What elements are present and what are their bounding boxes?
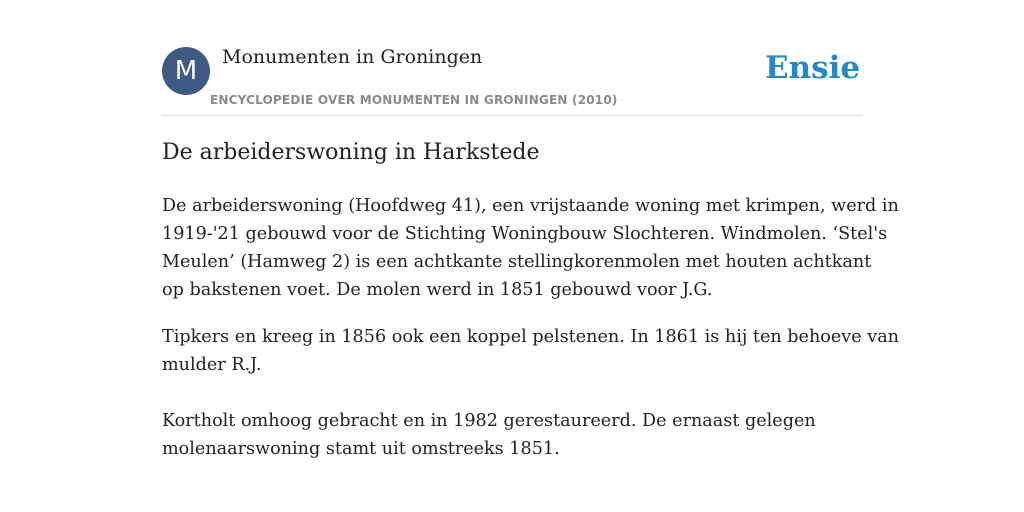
paragraph-line: 1919-'21 gebouwd voor de Stichting Woningbouw Slochteren. Windmolen. ‘Stel's: [162, 224, 888, 244]
source-avatar[interactable]: M: [162, 47, 210, 95]
paragraph-line: Tipkers en kreeg in 1856 ook een koppel pelstenen. In 1861 is hij ten behoeve van: [162, 327, 900, 347]
article-paragraph-2: [162, 323, 899, 379]
paragraph-line: Meulen’ (Hamweg 2) is een achtkante stellingkorenmolen met houten achtkant: [162, 252, 872, 272]
source-subtitle: ENCYCLOPEDIE OVER MONUMENTEN IN GRONINGEN (2010): [210, 93, 618, 107]
header-divider: [162, 115, 862, 116]
paragraph-line: Kortholt omhoog gebracht en in 1982 gerestaureerd. De ernaast gelegen: [162, 411, 816, 431]
paragraph-line: mulder R.J.: [162, 355, 262, 375]
ensie-logo[interactable]: Ensie: [765, 50, 861, 86]
source-title-link[interactable]: Monumenten in Groningen: [222, 46, 483, 68]
article-title: De arbeiderswoning in Harkstede: [162, 140, 540, 165]
article-paragraph-1: [162, 192, 899, 304]
paragraph-line: molenaarswoning stamt uit omstreeks 1851.: [162, 439, 560, 459]
article-paragraph-3: [162, 407, 816, 463]
paragraph-line: op bakstenen voet. De molen werd in 1851 gebouwd voor J.G.: [162, 280, 713, 300]
paragraph-line: De arbeiderswoning (Hoofdweg 41), een vrijstaande woning met krimpen, werd in: [162, 196, 899, 216]
